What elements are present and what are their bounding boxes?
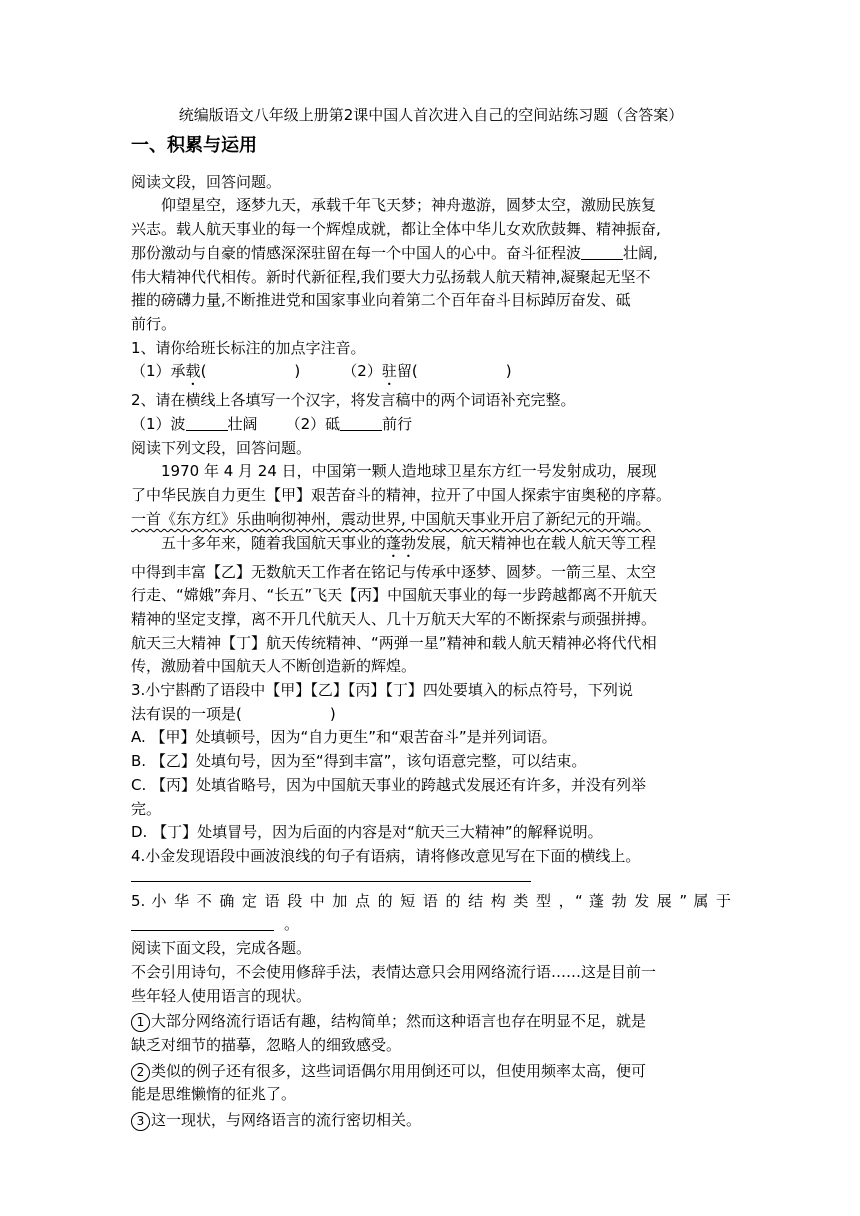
text-run: ) (505, 362, 512, 381)
paragraph-line (131, 532, 731, 561)
paragraph-line: 1970 年 4 月 24 日，中国第一颗人造地球卫星东方红一号发射成功，展现 (161, 462, 657, 481)
text-run: 中国航天事业的每一步跨越都离不开航天 (387, 586, 658, 605)
fill-blank[interactable] (340, 414, 382, 431)
text-run: ) (294, 362, 301, 381)
text-run: 发展，航天精神也在载人航天等工程 (416, 533, 657, 552)
text-run: （1）波 (131, 415, 186, 434)
numbered-sentence-3 (131, 1109, 731, 1133)
paragraph-line: 摧的磅礴力量,不断推进党和国家事业向着第二个百年奋斗目标踔厉奋发、砥 (131, 291, 631, 310)
text-run: 那份激动与自豪的情感深深驻留在每一个中国人的心中。奋斗征程波 (131, 243, 582, 262)
option-c-cont: 完。 (131, 799, 162, 818)
paragraph-line: 传，激励着中国航天人不断创造新的辉煌。 (131, 657, 417, 676)
paragraph-line: 仰望星空，逐梦九天，承载千年飞天梦；神舟遨游，圆梦太空，激励民族复 (161, 196, 657, 215)
fill-blank[interactable] (186, 414, 228, 431)
question-4: 4.小金发现语段中画波浪线的句子有语病，请将修改意见写在下面的横线上。 (131, 846, 641, 865)
circled-number: 2 (131, 1063, 150, 1082)
paragraph-line: 前行。 (131, 314, 177, 333)
text-run: 行走、“嫦娥”奔月、“长五”飞天 (131, 586, 343, 605)
option-c[interactable]: C. 【丙】处填省略号，因为中国航天事业的跨越式发展还有许多，并没有列举 (131, 775, 647, 794)
answer-line[interactable] (131, 869, 531, 882)
text-run: 大部分网络流行语话有趣，结构简单；然而这种语言也存在明显不足，就是 (151, 1012, 647, 1031)
text-run: （2）砥 (285, 415, 341, 434)
slot-marker: 【甲】 (266, 486, 312, 505)
paragraph-line (131, 484, 731, 508)
dotted-char: 载 (185, 362, 201, 381)
text-run: （2） (342, 362, 382, 381)
question-3: 3.小宁斟酌了语段中【甲】【乙】【丙】【丁】四处要填入的标点符号，下列说 (131, 681, 633, 700)
fill-blank[interactable] (581, 243, 623, 260)
paragraph-line (131, 561, 731, 585)
section-heading: 一、积累与运用 (131, 134, 257, 156)
paragraph-line: 缺乏对细节的描摹，忽略人的细致感受。 (131, 1035, 402, 1054)
numbered-sentence-2 (131, 1060, 731, 1084)
text-run: ( (200, 362, 207, 381)
wavy-underlined-sentence: 一首《东方红》乐曲响彻神州，震动世界, 中国航天事业开启了新纪元的开端。 (131, 509, 651, 528)
paragraph-line (131, 632, 731, 656)
page-title: 统编版语文八年级上册第2课中国人首次进入自己的空间站练习题（含答案） (178, 106, 684, 124)
text-run: 法有误的一项是( (131, 704, 242, 723)
paragraph-line (131, 242, 731, 266)
paragraph-line (131, 584, 731, 608)
text-run: 留( (396, 362, 418, 381)
document-body (131, 104, 731, 1133)
circled-number: 1 (131, 1013, 150, 1032)
text-run: 这一现状，与网络语言的流行密切相关。 (151, 1111, 422, 1130)
question-3-cont (131, 703, 731, 727)
text-run: 航天三大精神 (131, 633, 222, 652)
text-run: 航天传统精神、“两弹一星”精神和载人航天精神必将代代相 (266, 633, 657, 652)
text-run: 了中华民族自力更生 (131, 486, 267, 505)
text-run: 五十多年来，随着我国航天事业的 (161, 533, 387, 552)
text-run: 壮阔, (623, 243, 658, 262)
option-b[interactable]: B. 【乙】处填句号，因为至“得到丰富”，该句语意完整，可以结束。 (131, 752, 587, 771)
question-5-cont (131, 913, 731, 937)
paragraph-line (131, 508, 731, 532)
paragraph-line: 些年轻人使用语言的现状。 (131, 986, 312, 1005)
paragraph-line: 精神的坚定支撑，离不开几代航天人、几十万航天大军的不断探索与顽强拼搏。 (131, 609, 657, 628)
paragraph-line: 能是思维懒惰的征兆了。 (131, 1085, 297, 1104)
text-run: 壮阔 (227, 415, 258, 434)
circled-number: 3 (131, 1112, 150, 1131)
text-run: 无数航天工作者在铭记与传承中逐梦、圆梦。一箭三星、太空 (251, 562, 657, 581)
question-2-items (131, 413, 731, 437)
dotted-phrase: 蓬勃 (386, 533, 417, 552)
text-run: 中得到丰富 (131, 562, 207, 581)
slot-marker: 【丙】 (342, 586, 388, 605)
question-5: 5. 小 华 不 确 定 语 段 中 加 点 的 短 语 的 结 构 类 型 ，“ 蓬 勃 发 展 ” 属 于 (131, 891, 731, 910)
question-2: 2、请在横线上各填写一个汉字，将发言稿中的两个词语补充完整。 (131, 391, 576, 410)
option-a[interactable]: A. 【甲】处填顿号，因为“自力更生”和“艰苦奋斗”是并列词语。 (131, 728, 557, 747)
question-1-items (131, 360, 731, 389)
slot-marker: 【丁】 (221, 633, 267, 652)
paragraph-line: 伟大精神代代相传。新时代新征程,我们要大力弘扬载人航天精神,凝聚起无坚不 (131, 267, 651, 286)
numbered-sentence-1 (131, 1010, 731, 1034)
dotted-char: 驻 (381, 362, 397, 381)
paragraph-line: 不会引用诗句，不会使用修辞手法，表情达意只会用网络流行语……这是目前一 (131, 962, 657, 981)
text-run: 艰苦奋斗的精神，拉开了中国人探索宇宙奥秘的序幕。 (311, 486, 672, 505)
text-run: ) (329, 704, 336, 723)
instruction-text: 阅读下面文段，完成各题。 (131, 939, 312, 958)
paragraph-line: 兴志。载人航天事业的每一个辉煌成就，都让全体中华儿女欢欣鼓舞、精神振奋, (131, 220, 661, 239)
text-run: 。 (284, 915, 300, 934)
text-run: （1）承 (131, 362, 186, 381)
question-1: 1、请你给班长标注的加点字注音。 (131, 338, 366, 357)
fill-blank[interactable] (131, 914, 274, 931)
instruction-text: 阅读文段，回答问题。 (131, 172, 282, 191)
instruction-text: 阅读下列文段，回答问题。 (131, 438, 312, 457)
option-d[interactable]: D. 【丁】处填冒号，因为后面的内容是对“航天三大精神”的解释说明。 (131, 823, 603, 842)
slot-marker: 【乙】 (206, 562, 252, 581)
text-run: 前行 (382, 415, 413, 434)
text-run: 类似的例子还有很多，这些词语偶尔用用倒还可以，但使用频率太高，便可 (151, 1061, 647, 1080)
